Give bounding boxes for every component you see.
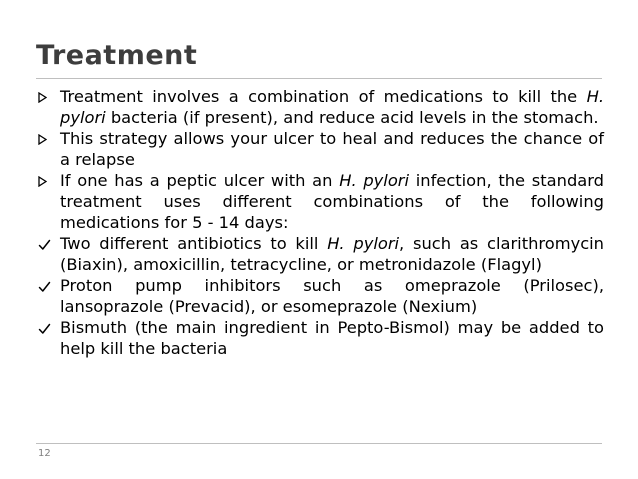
bullet-list <box>38 86 604 359</box>
list-item <box>38 128 604 170</box>
list-item <box>38 86 604 128</box>
title-divider <box>36 78 602 79</box>
item-text: If one has a peptic ulcer with an <box>60 171 340 190</box>
footer-divider <box>36 443 602 444</box>
item-text: Treatment involves a combination of medications to kill the <box>60 87 587 106</box>
triangle-bullet-icon <box>38 128 54 149</box>
italic-text: H. pylori <box>339 171 410 190</box>
slide-title: Treatment <box>36 40 198 71</box>
italic-text: H. pylori <box>60 87 604 127</box>
item-text: Bismuth (the main ingredient in Pepto-Bismol) may be added to help kill the bacteria <box>60 318 604 358</box>
item-text: Two different antibiotics to kill <box>60 234 328 253</box>
checkmark-icon <box>38 317 54 338</box>
triangle-bullet-icon <box>38 170 54 191</box>
checkmark-icon <box>38 233 54 254</box>
checkmark-icon <box>38 275 54 296</box>
item-text: infection, the standard treatment uses different combinations of the following medications for 5 - 14 days: <box>60 171 604 232</box>
list-item <box>38 233 604 275</box>
list-item <box>38 170 604 233</box>
triangle-bullet-icon <box>38 86 54 107</box>
list-item <box>38 275 604 317</box>
item-text: Proton pump inhibitors such as omeprazole (Prilosec), lansoprazole (Prevacid), or esomeprazole (Nexium) <box>60 276 604 316</box>
item-text: , such as clarithromycin (Biaxin), amoxicillin, tetracycline, or metronidazole (Flagyl) <box>60 234 604 274</box>
page-number: 12 <box>38 448 51 459</box>
list-item <box>38 317 604 359</box>
item-text: bacteria (if present), and reduce acid levels in the stomach. <box>105 108 599 127</box>
item-text: This strategy allows your ulcer to heal and reduces the chance of a relapse <box>60 129 604 169</box>
italic-text: H. pylori <box>327 234 400 253</box>
